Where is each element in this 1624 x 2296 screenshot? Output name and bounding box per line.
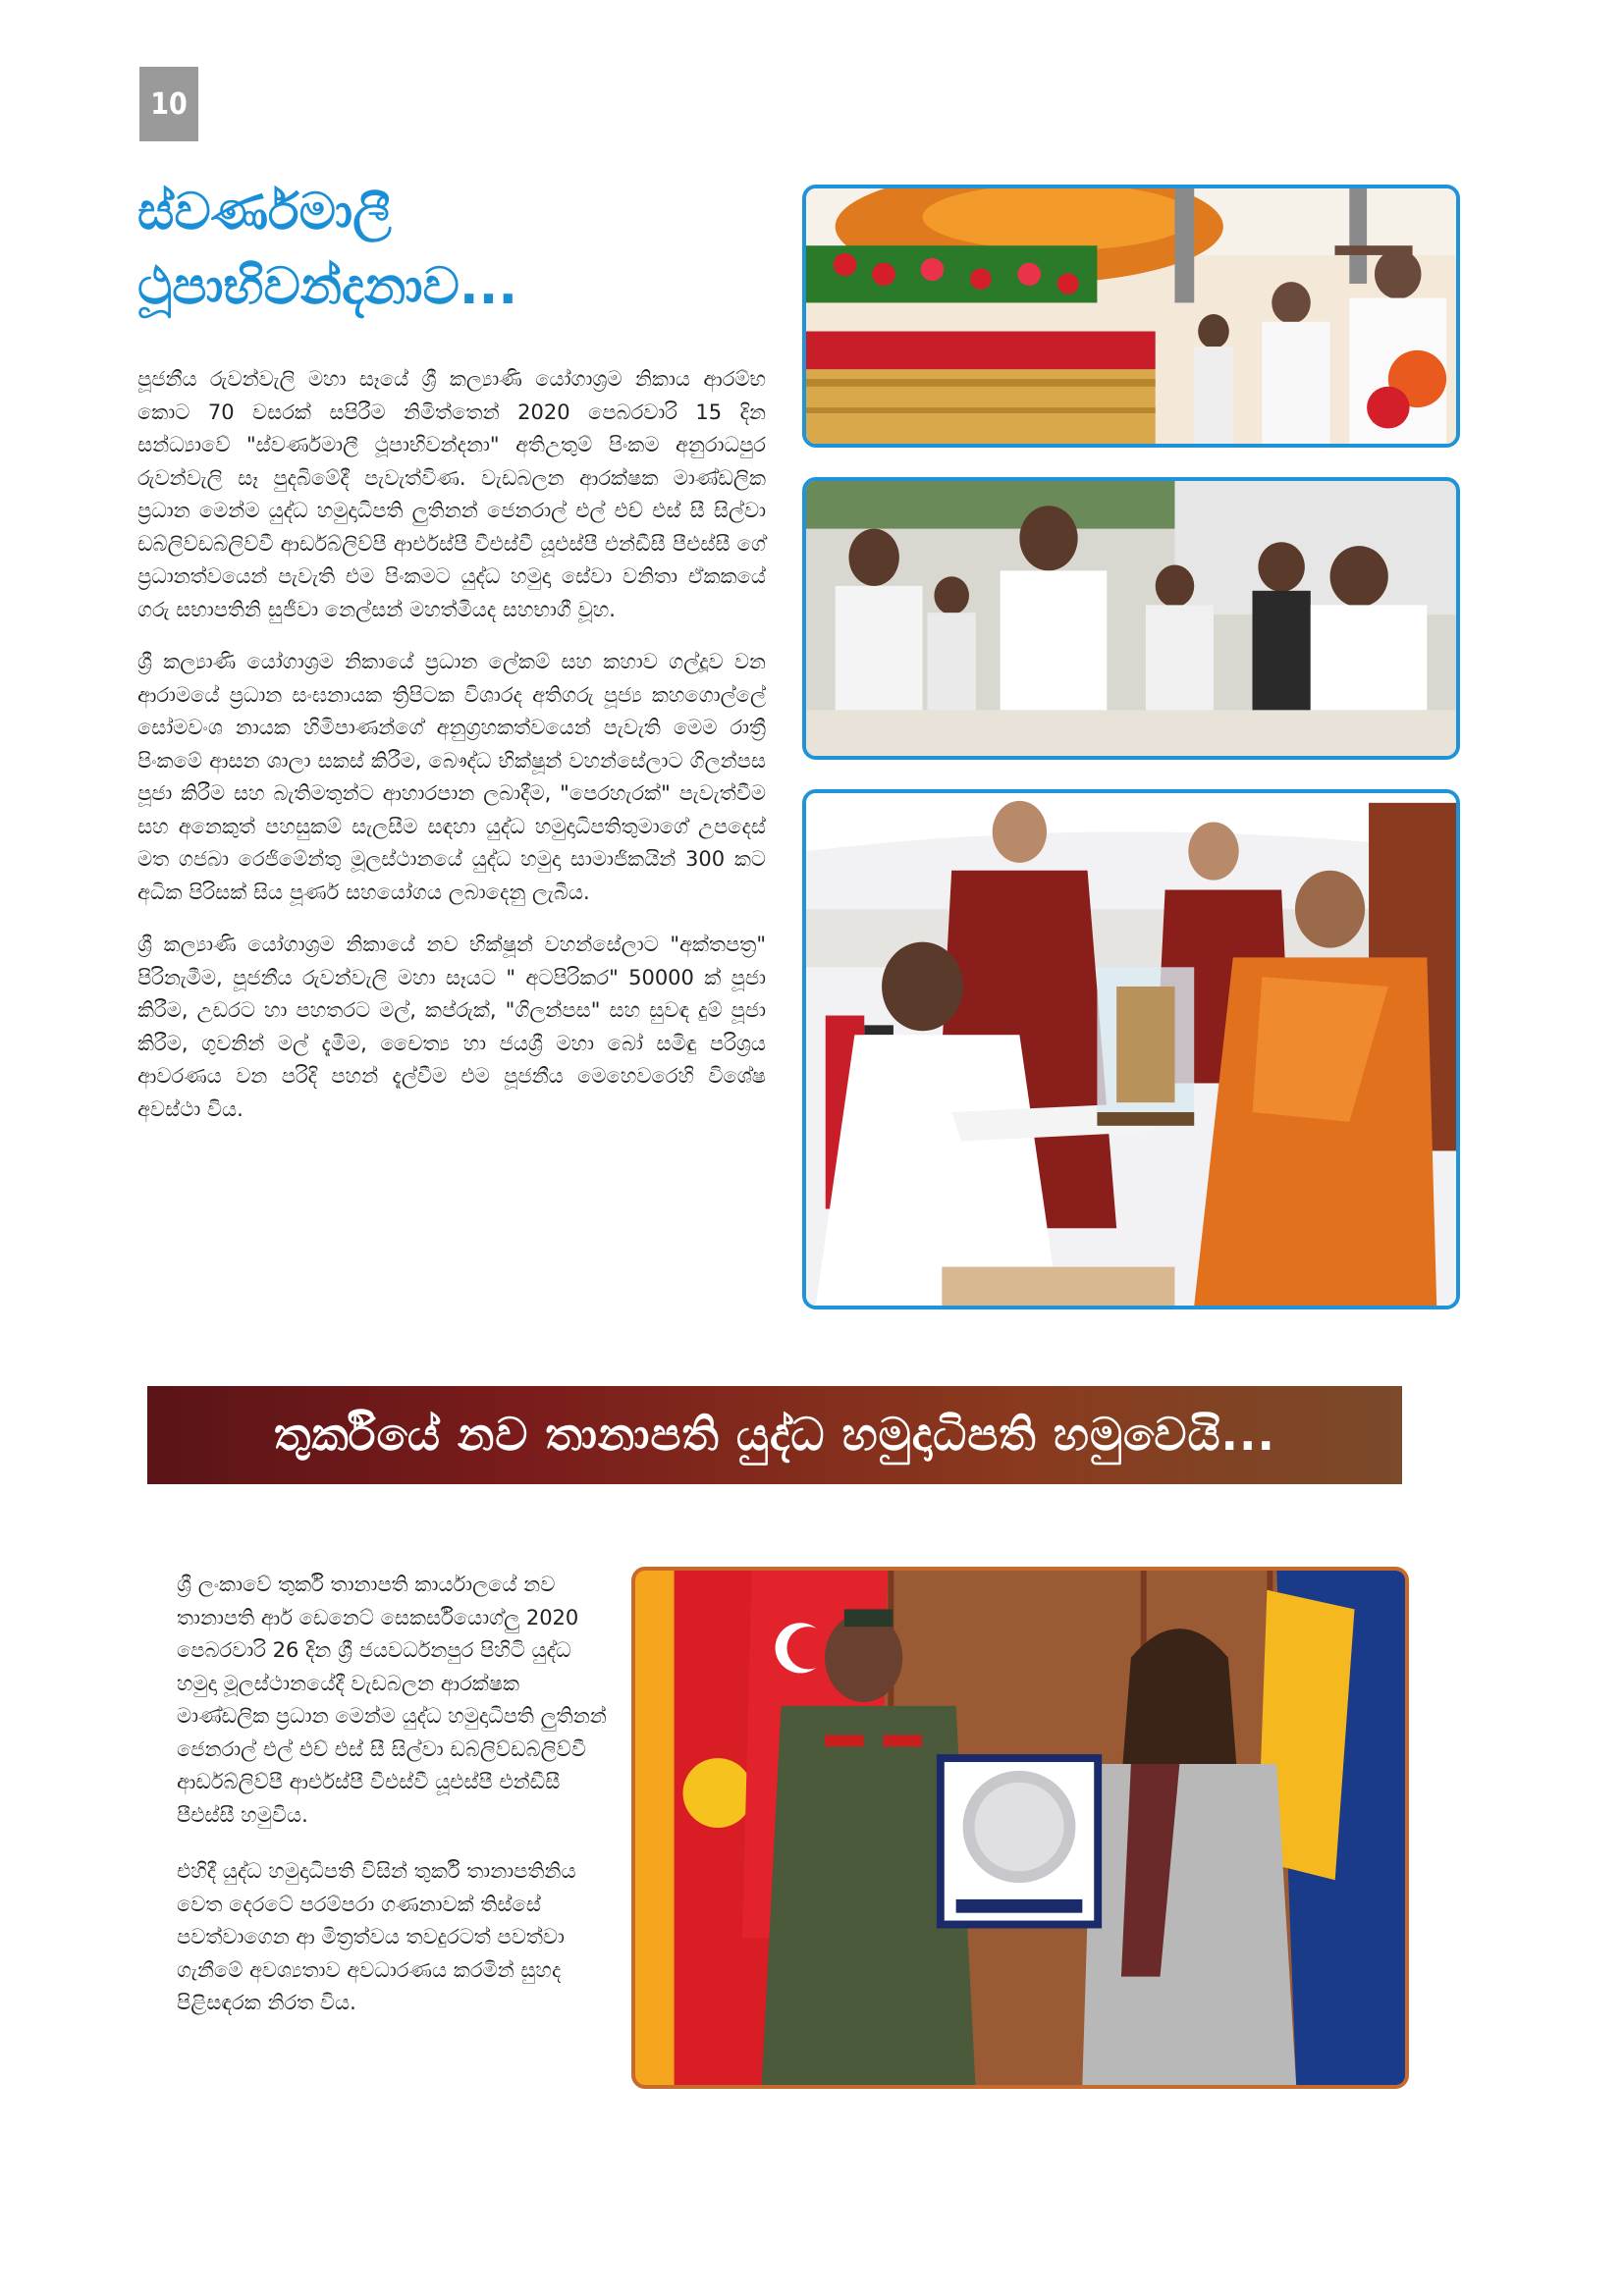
article-paragraph: පූජනීය රුවන්වැලි මහා සෑයේ ශ්‍රී කල්‍යාණි යෝගාශ්‍රම නිකාය ආරම්භ කොට 70 වසරක් සපිරීම නිමිත්තෙන් 2020 පෙබරවාරි 15 දින සන්ධ්‍යාවේ "ස්වර්ණමාලී ථූපාභිවන්දනා" අතිඋතුම් පිංකම අනුරාධපුර රුවන්වැලි සෑ පුදබිමේදී පැවැත්විණ. වැඩබලන ආරක්ෂක මාණ්ඩලික ප්‍රධාන මෙන්ම යුද්ධ හමුදාධිපති ලුතිනන් ජෙනරාල් එල් එච් එස් සී සිල්වා ඩබ්ලිව්ඩබ්ලිව්වී ආර්ඩබ්ලිව්පී ආර්එස්පී වීඑස්වී යූඑස්පී එන්ඩීසී පීඑස්සී ගේ ප්‍රධානත්වයෙන් පැවැති එම පිංකමට යුද්ධ හමුදා සේවා වනිතා ඒකකයේ ගරු සභාපතිනි සුජීවා නෙල්සන් මහත්මියද සහභාගී වූහ. [137,367,766,621]
article-title-line-1: ස්වර්ණමාලී [137,183,392,241]
ceremony-photo-attendees [802,477,1460,760]
article2-body [177,1569,609,2044]
article2-paragraph: ශ්‍රී ලංකාවේ තුර්කි තානාපති කාර්යාලයේ නව තානාපති ආර් ඩෙනෙට් සෙකර්සියොග්ලු 2020 පෙබරවාරි 26 දින ශ්‍රී ජයවර්ධනපුර පිහිටි යුද්ධ හමුදා මූලස්ථානයේදී වැඩබලන ආරක්ෂක මාණ්ඩලික ප්‍රධාන මෙන්ම යුද්ධ හමුදාධිපති ලුතිනන් ජෙනරාල් එල් එච් එස් සී සිල්වා ඩබ්ලිව්ඩබ්ලිව්වී ආර්ඩබ්ලිව්පී ආර්එස්පී වීඑස්වී යූඑස්පී එන්ඩීසී පීඑස්සී හමුවිය. [177,1573,607,1827]
page-number: 10 [139,67,198,141]
article-body [137,363,766,1146]
article2-paragraph: එහිදී යුද්ධ හමුදාධිපති විසින් තුර්කි තානාපතිනිය වෙත දෙරටේ පරම්පරා ගණනාවක් තිස්සේ පවත්වාගෙන ආ මිත්‍රත්වය තවදුරටත් පවත්වා ගැනීමේ අවශ්‍යතාව අවධාරණය කරමින් සුහද පිළිසඳරක නිරත විය. [177,1859,576,2014]
article2-title: තුර්කියේ නව තානාපති යුද්ධ හමුදාධිපති හමුවෙයි... [274,1408,1275,1461]
article-paragraph: ශ්‍රී කල්‍යාණි යෝගාශ්‍රම නිකායේ නව භික්ෂූන් වහන්සේලාට "අක්තපත්‍ර" පිරිනැමීම, පූජනීය රුවන්වැලි මහා සෑයට " අටපිරිකර" 50000 ක් පූජා කිරීම, උඩරට හා පහතරට මල්, කප්රුක්, "ගිලන්පස" සහ සුවඳ දුම් පූජා කිරීම, ගුවනින් මල් දැමීම, චෛත්‍ය හා ජයශ්‍රී මහා බෝ සමිඳු පරිශ්‍රය ආවරණය වන පරිදි පහන් දැල්වීම එම පූජනීය මෙහෙවරෙහි විශේෂ අවස්ථා විය. [137,933,766,1121]
ceremony-photo-stupa [802,185,1460,448]
article-paragraph: ශ්‍රී කල්‍යාණි යෝගාශ්‍රම නිකායේ ප්‍රධාන ලේකම් සහ කහාව ගල්දූව වන ආරාමයේ ප්‍රධාන සංඝනායක ත්‍රිපිටක විශාරද අතිගරු පූජ්‍ය කහගොල්ලේ සෝමවංශ නායක හිමිපාණන්ගේ අනුග්‍රහකත්වයෙන් පැවැති මෙම රාත්‍රී පිංකමේ ආසන ශාලා සකස් කිරීම, බෞද්ධ භික්ෂූන් වහන්සේලාට ගිලන්පස පූජා කිරීම සහ බැතිමතුන්ට ආහාරපාන ලබාදීම, "පෙරහැරක්" පැවැත්වීම සහ අනෙකුත් පහසුකම් සැලසීම සඳහා යුද්ධ හමුදාධිපතිතුමාගේ උපදෙස් මත ගජබා රෙජිමේන්තු මූලස්ථානයේ යුද්ධ හමුදා සාමාජිකයින් 300 කට අධික පිරිසක් සිය පූර්ණ සහයෝගය ලබාදෙනු ලැබීය. [137,650,766,904]
article2-banner [147,1386,1402,1484]
article-title [137,175,727,324]
ceremony-photo-monk-presentation [802,789,1460,1309]
article-title-line-2: ථූපාභිවන්දනාව... [137,257,518,316]
ambassador-meeting-photo [631,1567,1409,2089]
